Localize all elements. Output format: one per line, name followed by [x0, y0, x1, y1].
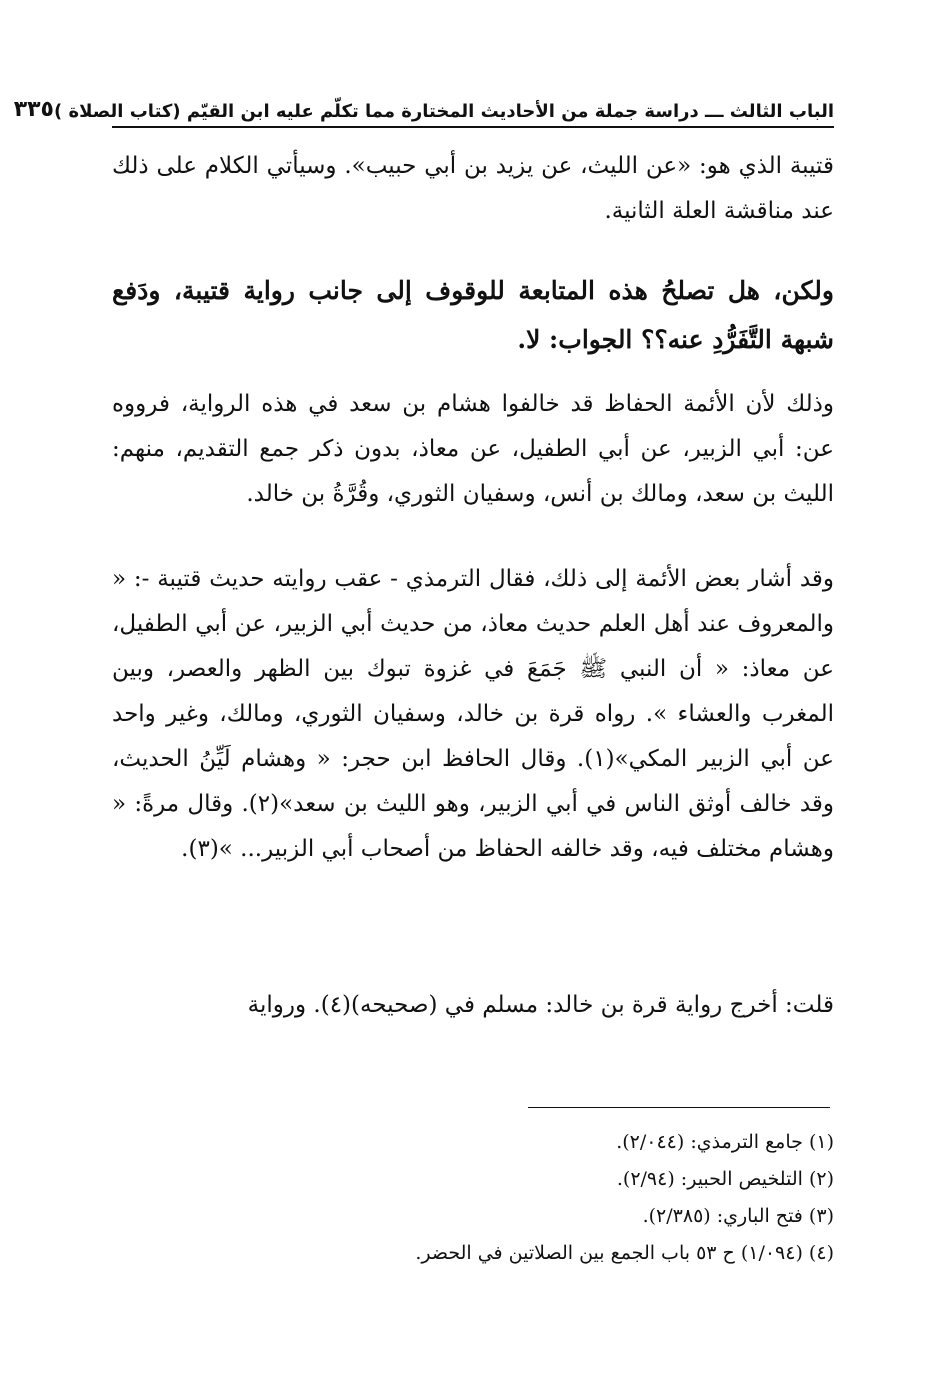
paragraph-body: وذلك لأن الأئمة الحفاظ قد خالفوا هشام بن سعد في هذه الرواية، فرووه عن: أبي الزبير، عن أبي الطفيل، عن معاذ، بدون ذكر جمع التقديم، منهم: الليث بن سعد، ومالك بن أنس، وسفيان الثوري، وقُرَّةُ بن خالد. [112, 391, 834, 507]
footnote: (٢) التلخيص الحبير: (٢/٩٤). [616, 1168, 834, 1190]
footnote: (١) جامع الترمذي: (٢/٠٤٤). [616, 1131, 834, 1153]
paragraph-body: قلت: أخرج رواية قرة بن خالد: مسلم في (صحيحه)(٤). ورواية [247, 992, 834, 1018]
footnote: (٤) (١/٠٩٤) ح ٥٣ باب الجمع بين الصلاتين في الحضر. [415, 1242, 834, 1264]
paragraph-continuation: قتيبة الذي هو: «عن الليث، عن يزيد بن أبي حبيب». وسيأتي الكلام على ذلك عند مناقشة العلة الثانية. [112, 153, 834, 224]
page-number: ٣٣٥ [13, 97, 54, 122]
footnotes [112, 1124, 834, 1272]
paragraph-body: وقد أشار بعض الأئمة إلى ذلك، فقال الترمذي - عقب روايته حديث قتيبة -: « والمعروف عند أهل العلم حديث معاذ، من حديث أبي الزبير، عن أبي الطفيل، عن معاذ: « أن النبي ﷺ جَمَعَ في غزوة تبوك بين الظهر والعصر، وبين المغرب والعشاء ». رواه قرة بن خالد، وسفيان الثوري، ومالك، وغير واحد عن أبي الزبير المكي»(١). وقال الحافظ ابن حجر: « وهشام لَيِّنُ الحديث، وقد خالف أوثق الناس في أبي الزبير، وهو الليث بن سعد»(٢). وقال مرةً: « وهشام مختلف فيه، وقد خالفه الحفاظ من أصحاب أبي الزبير... »(٣). [112, 566, 835, 862]
running-header [13, 94, 834, 128]
footnote: (٣) فتح الباري: (٢/٣٨٥). [642, 1205, 834, 1227]
footnote-separator [528, 1107, 830, 1108]
chapter-title: الباب الثالث ـــ دراسة جملة من الأحاديث المختارة مما تكلّم عليه ابن القيّم (كتاب الصلاة ) [54, 101, 834, 122]
paragraph-heading-question: ولكن، هل تصلحُ هذه المتابعة للوقوف إلى جانب رواية قتيبة، ودَفع شبهة التَّفَرُّدِ عنه؟؟ الجواب: لا. [112, 276, 834, 354]
